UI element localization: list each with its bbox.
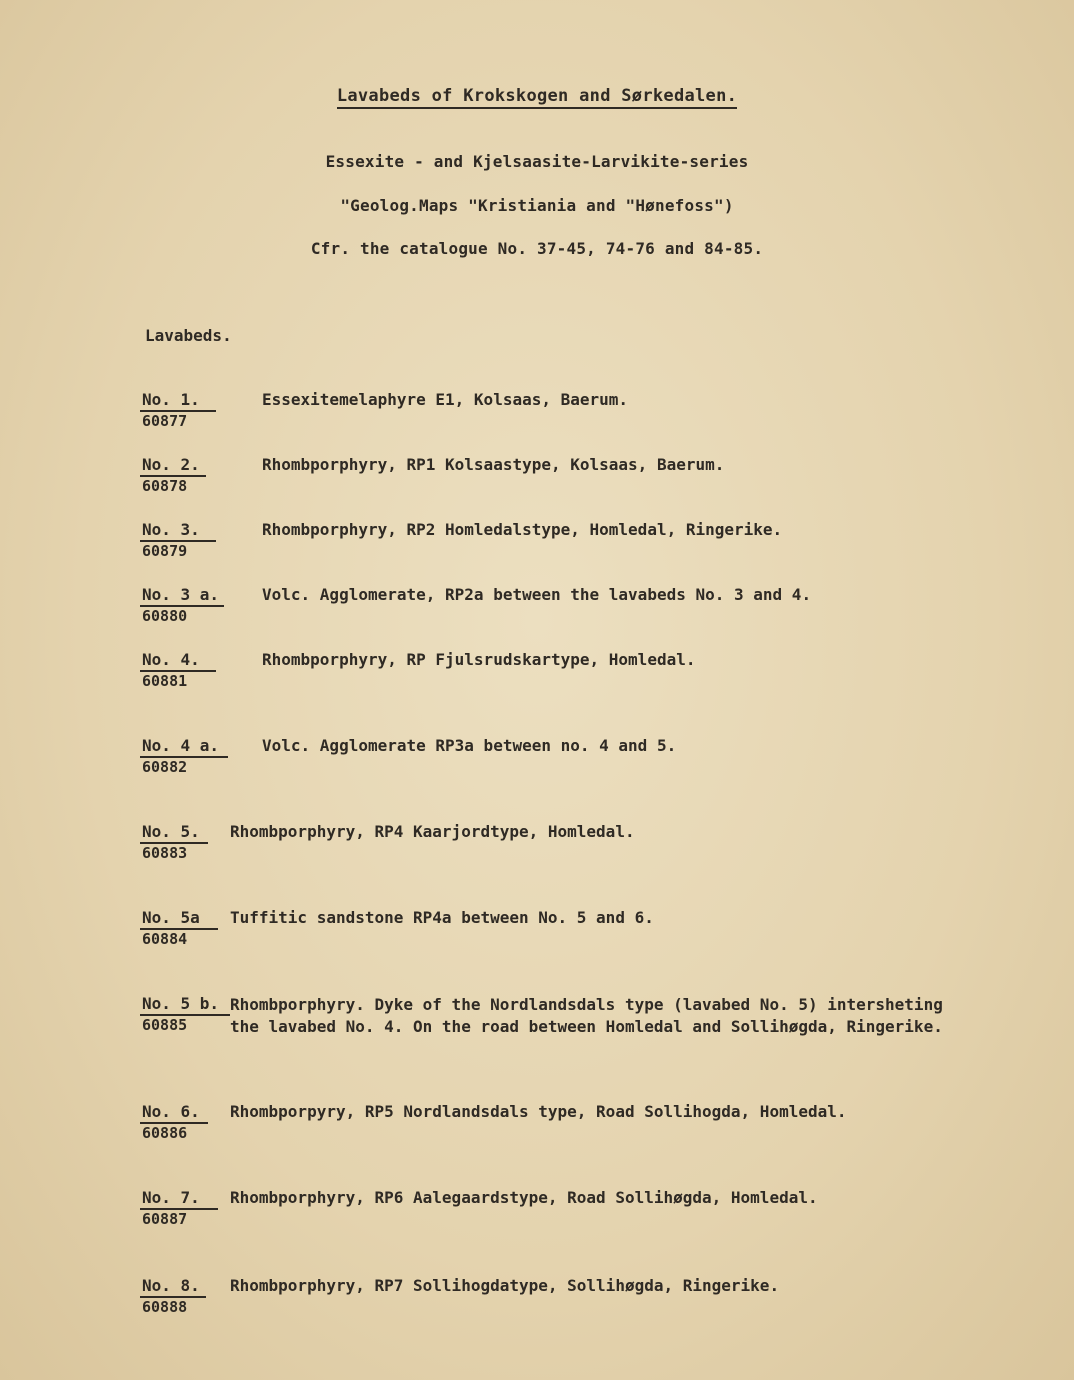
entry-number: No. 4 a. [140, 736, 228, 758]
entry-description: Rhombporphyry, RP7 Sollihogdatype, Sollihøgda, Ringerike. [230, 1276, 780, 1295]
entry-description: Rhombporphyry, RP6 Aalegaardstype, Road Sollihøgda, Homledal. [230, 1188, 818, 1207]
entry-description: Volc. Agglomerate RP3a between no. 4 and 5. [262, 736, 677, 755]
catalogue-number: 60881 [142, 672, 188, 690]
entry-description: Rhombporphyry, RP Fjulsrudskartype, Homledal. [262, 650, 696, 669]
entry-number: No. 3 a. [140, 585, 224, 607]
entry-number: No. 6. [140, 1102, 208, 1124]
catalogue-number: 60887 [142, 1210, 188, 1228]
series-line: Essexite - and Kjelsaasite-Larvikite-series [325, 152, 749, 171]
entry-description: Rhombporphyry. Dyke of the Nordlandsdals type (lavabed No. 5) intersheting the lavabed No. 4. On the road between Homledal and Sollihøgda, Ringerike. [230, 995, 943, 1036]
catalogue-number: 60883 [142, 844, 188, 862]
catalogue-number: 60880 [142, 607, 188, 625]
entry-number: No. 5a [140, 908, 218, 930]
catalogue-number: 60886 [142, 1124, 188, 1142]
entry-number: No. 8. [140, 1276, 206, 1298]
entry-description: Rhombporphyry, RP4 Kaarjordtype, Homledal. [230, 822, 635, 841]
entry-description: Rhombporpyry, RP5 Nordlandsdals type, Road Sollihogda, Homledal. [230, 1102, 847, 1121]
maps-line: "Geolog.Maps "Kristiania and "Hønefoss") [340, 196, 734, 215]
entry-number: No. 2. [140, 455, 206, 477]
catalogue-number: 60888 [142, 1298, 188, 1316]
catalogue-number: 60877 [142, 412, 188, 430]
entry-number: No. 5. [140, 822, 208, 844]
catalogue-number: 60884 [142, 930, 188, 948]
entry-number: No. 4. [140, 650, 216, 672]
entry-number: No. 1. [140, 390, 216, 412]
entry-number: No. 5 b. [140, 994, 230, 1016]
catalogue-number: 60879 [142, 542, 188, 560]
catalogue-number: 60885 [142, 1016, 188, 1034]
entry-description: Volc. Agglomerate, RP2a between the lavabeds No. 3 and 4. [262, 585, 812, 604]
document-title: Lavabeds of Krokskogen and Sørkedalen. [0, 86, 1074, 106]
entry-number: No. 3. [140, 520, 216, 542]
entry-number: No. 7. [140, 1188, 218, 1210]
catalogue-number: 60878 [142, 477, 188, 495]
entry-description: Essexitemelaphyre E1, Kolsaas, Baerum. [262, 390, 629, 409]
entry-description: Rhombporphyry, RP1 Kolsaastype, Kolsaas, Baerum. [262, 455, 725, 474]
catalogue-number: 60882 [142, 758, 188, 776]
section-heading: Lavabeds. [145, 326, 232, 345]
entry-description: Rhombporphyry, RP2 Homledalstype, Homledal, Ringerike. [262, 520, 783, 539]
catalogue-line: Cfr. the catalogue No. 37-45, 74-76 and 84-85. [310, 239, 764, 258]
entry-description: Tuffitic sandstone RP4a between No. 5 and 6. [230, 908, 654, 927]
